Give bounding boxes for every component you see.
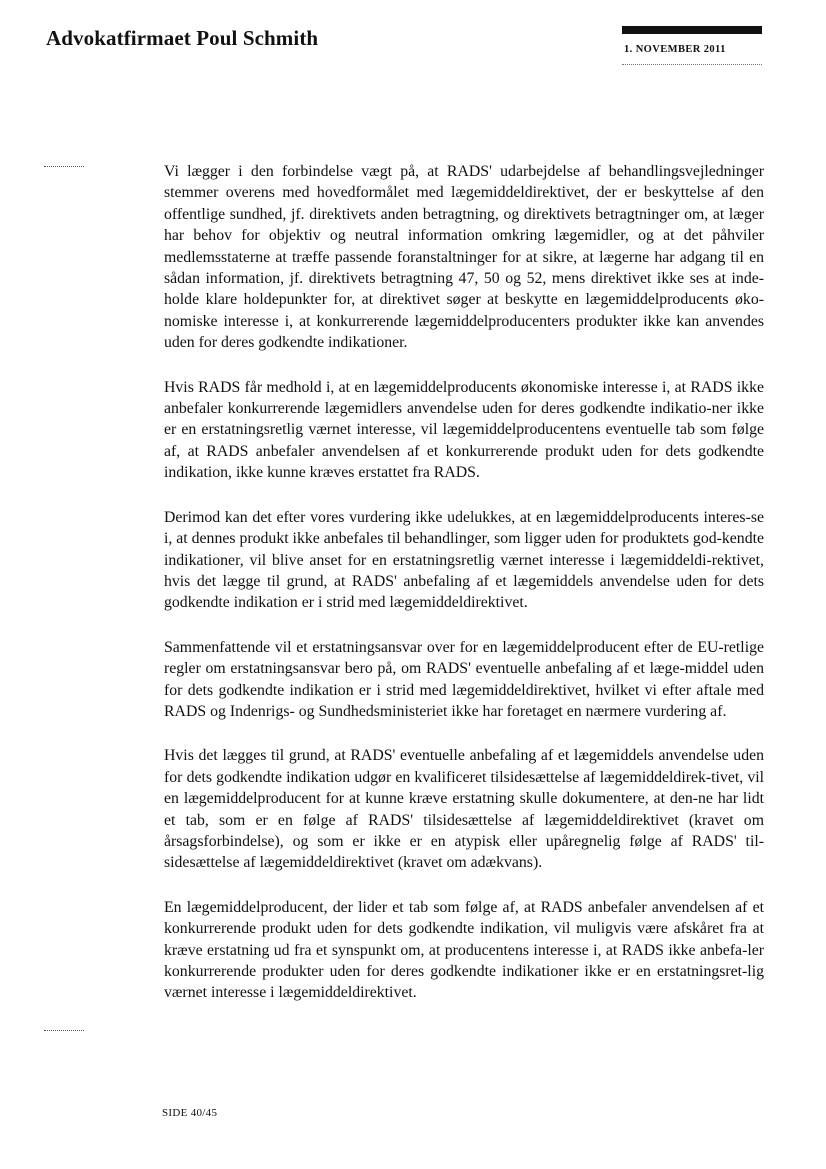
paragraph: Hvis RADS får medhold i, at en lægemiddelproducents økonomiske interesse i, at RADS ikke anbefaler konkurrerende lægemidlers anvendelse uden for deres godkendte indikatio-ner ikke er en erstatningsretlig værnet interesse, vil lægemiddelproducentens eventuelle tab som følge af, at RADS anbefaler anvendelsen af et konkurrerende produkt uden for dets godkendte indikation, ikke kunne kræves erstattet fra RADS. (164, 378, 764, 482)
paragraph: En lægemiddelproducent, der lider et tab som følge af, at RADS anbefaler anvendelsen af et konkurrerende produkt uden for dets godkendte indikation, vil muligvis være afskåret fra at kræve erstatning ud fra et synspunkt om, at producentens interesse i, at RADS ikke anbefa-ler konkurrerende produkter uden for deres godkendte indikationer ikke er en erstatningsret-lig værnet interesse i lægemiddeldirektivet. (164, 898, 764, 1002)
firm-name: Advokatfirmaet Poul Schmith (46, 26, 319, 50)
document-body (164, 161, 764, 1027)
page-number: SIDE 40/45 (162, 1107, 218, 1119)
margin-mark-top (44, 166, 84, 167)
margin-mark-bottom (44, 1030, 84, 1031)
paragraph: Derimod kan det efter vores vurdering ikke udelukkes, at en lægemiddelproducents interes-se i, at dennes produkt ikke anbefales til behandlinger, som ligger uden for produktets god-kendte indikationer, vil blive anset for en erstatningsretlig værnet interesse i lægemiddeldi-rektivet, hvis det lægge til grund, at RADS' anbefaling af et lægemiddels anvendelse uden for dets godkendte indikation er i strid med lægemiddeldirektivet. (164, 508, 764, 612)
header-rule (622, 26, 762, 34)
paragraph: Sammenfattende vil et erstatningsansvar over for en lægemiddelproducent efter de EU-retlige regler om erstatningsansvar bero på, om RADS' eventuelle anbefaling af et læge-middel uden for dets godkendte indikation er i strid med lægemiddeldirektivet, hvilket vi efter aftale med RADS og Indenrigs- og Sundhedsministeriet ikke har foretaget en nærmere vurdering af. (164, 638, 764, 720)
paragraph: Vi lægger i den forbindelse vægt på, at RADS' udarbejdelse af behandlingsvejledninger stemmer overens med hovedformålet med lægemiddeldirektivet, der er beskyttelse af den offentlige sundhed, jf. direktivets anden betragtning, og direktivets betragtninger om, at læger har behov for objektiv og neutral information omkring lægemidler, og at det påhviler medlemsstaterne at træffe passende foranstaltninger for at sikre, at lægerne har adgang til en sådan information, jf. direktivets betragtning 47, 50 og 52, mens direktivet ikke ses at inde-holde klare holdepunkter for, at direktivet søger at beskytte en lægemiddelproducents øko-nomiske interesse i, at konkurrerende lægemiddelproducenters produkter ikke kan anvendes uden for deres godkendte indikationer. (164, 163, 764, 352)
date-divider (622, 64, 762, 65)
document-date: 1. NOVEMBER 2011 (624, 44, 726, 55)
paragraph: Hvis det lægges til grund, at RADS' eventuelle anbefaling af et lægemiddels anvendelse uden for dets godkendte indikation udgør en kvalificeret tilsidesættelse af lægemiddeldirek-tivet, vil en lægemiddelproducent for at kunne kræve erstatning skulle dokumentere, at den-ne har lidt et tab, som er en følge af RADS' tilsidesættelse af lægemiddeldirektivet (kravet om årsagsforbindelse), og som er ikke er en atypisk eller upåregnelig følge af RADS' til-sidesættelse af lægemiddeldirektivet (kravet om adækvans). (164, 747, 764, 872)
